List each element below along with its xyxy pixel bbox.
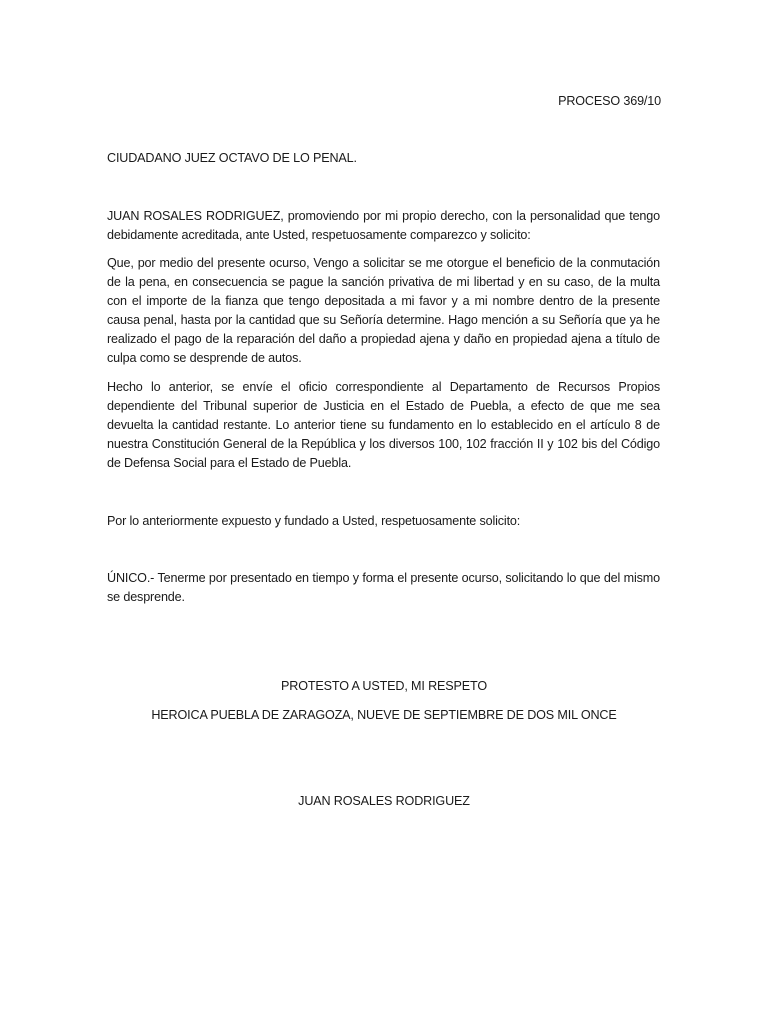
foundation-paragraph: Hecho lo anterior, se envíe el oficio correspondiente al Departamento de Recursos Propios dependiente del Tribunal superior de Justicia en el Estado de Puebla, a efecto de que me sea devuelta la cantidad restante. Lo anterior tiene su fundamento en lo establecido en el artículo 8 de nuestra Constitución General de la República y los diversos 100, 102 fracción II y 102 bis del Código de Defensa Social para el Estado de Puebla. — [107, 380, 660, 470]
addressee-line: CIUDADANO JUEZ OCTAVO DE LO PENAL. — [107, 151, 357, 165]
place-date-line: HEROICA PUEBLA DE ZARAGOZA, NUEVE DE SEPTIEMBRE DE DOS MIL ONCE — [151, 708, 617, 722]
request-paragraph: Que, por medio del presente ocurso, Vengo a solicitar se me otorgue el beneficio de la conmutación de la pena, en consecuencia se pague la sanción privativa de mi libertad y en su caso, de la multa con el importe de la fianza que tengo depositada a mi favor y a mi nombre dentro de la presente causa penal, hasta por la cantidad que su Señoría determine. Hago mención a su Señoría que ya he realizado el pago de la reparación del daño a propiedad ajena y daño en propiedad ajena a título de culpa como se desprende de autos. — [107, 256, 660, 365]
closing-request: Por lo anteriormente expuesto y fundado a Usted, respetuosamente solicito: — [107, 514, 521, 528]
protest-line: PROTESTO A USTED, MI RESPETO — [281, 679, 487, 693]
intro-paragraph: JUAN ROSALES RODRIGUEZ, promoviendo por mi propio derecho, con la personalidad que tengo debidamente acreditada, ante Usted, respetuosamente comparezco y solicito: — [107, 209, 660, 242]
case-number: PROCESO 369/10 — [558, 94, 661, 108]
unico-paragraph: ÚNICO.- Tenerme por presentado en tiempo y forma el presente ocurso, solicitando lo que del mismo se desprende. — [107, 571, 660, 604]
signature-name: JUAN ROSALES RODRIGUEZ — [298, 794, 470, 808]
